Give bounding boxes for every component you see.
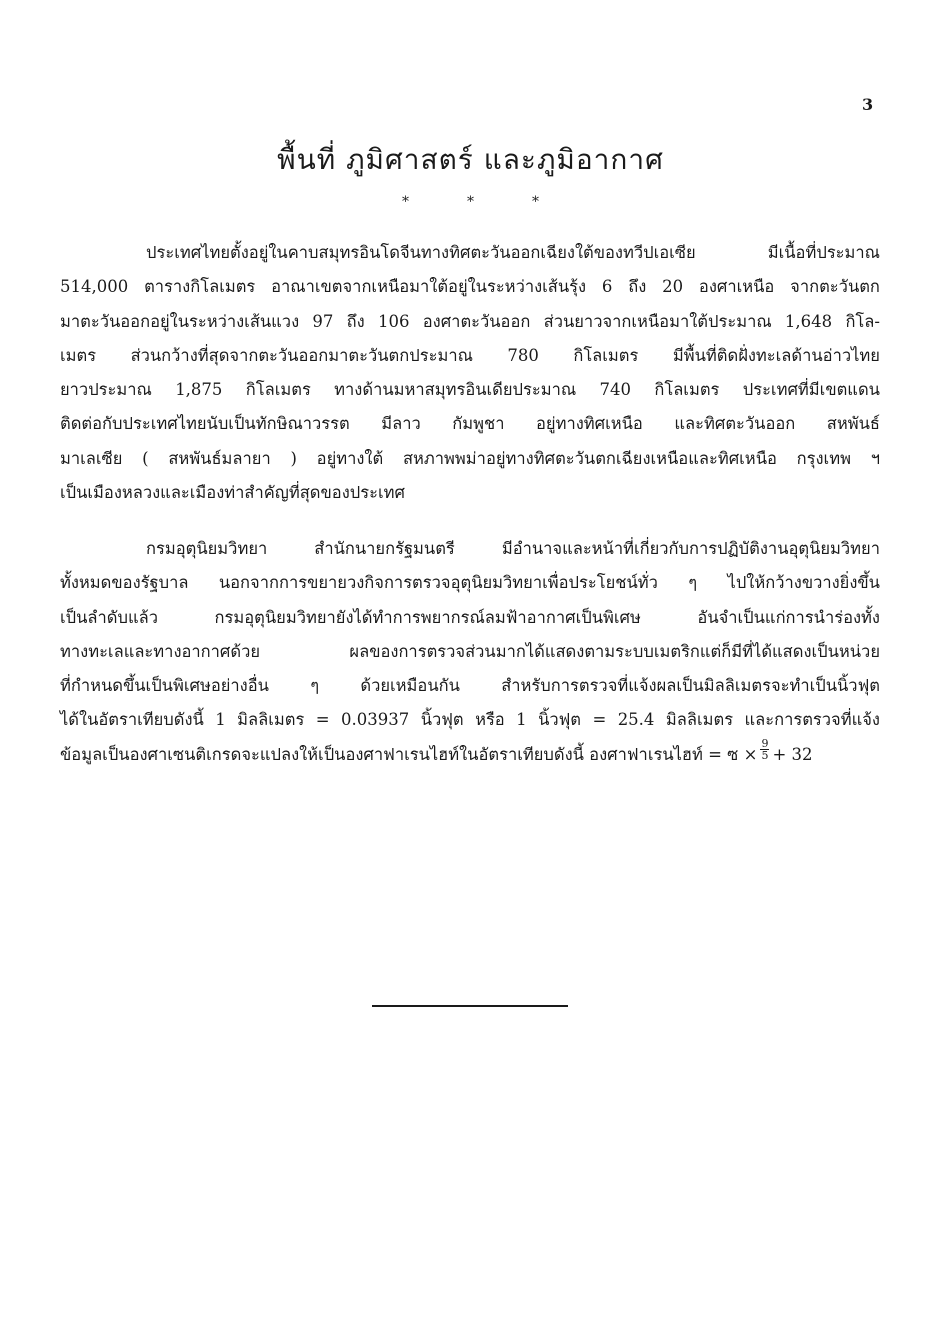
- word: ติดต่อกับประเทศไทยนับเป็นทักษิณาวรรต: [60, 414, 350, 434]
- word: จากตะวันตก: [790, 277, 880, 297]
- text-line: [60, 373, 880, 407]
- word: ทางด้านมหาสมุทรอินเดียประมาณ: [334, 380, 577, 400]
- formula-text: ข้อมูลเป็นองศาเซนติเกรดจะแปลงให้เป็นองศาฟาเรนไฮท์ในอัตราเทียบดังนี้ องศาฟาเรนไฮท์ = ซ ×: [60, 744, 758, 764]
- closing-rule: [372, 1005, 568, 1007]
- word: ๆ: [310, 676, 320, 696]
- text-line: [60, 532, 880, 566]
- word: อยู่ทางทิศเหนือ: [536, 414, 643, 434]
- text-line: [60, 407, 880, 441]
- word: 20: [662, 277, 684, 297]
- word: กิโล-: [845, 311, 880, 331]
- word: ได้ในอัตราเทียบดังนี้: [60, 710, 204, 730]
- word: มาตะวันออกอยู่ในระหว่างเส้นแวง: [60, 311, 300, 331]
- word: นิ้วฟุต: [420, 710, 464, 730]
- word: ถึง: [628, 277, 647, 297]
- page-title: พื้นที่ ภูมิศาสตร์ และภูมิอากาศ: [277, 143, 664, 176]
- word: (: [142, 448, 149, 468]
- star-1: *: [402, 194, 409, 210]
- word: 1: [215, 710, 226, 730]
- word: มีพื้นที่ติดฝั่งทะเลด้านอ่าวไทย: [672, 345, 880, 365]
- section-divider-stars: [0, 194, 941, 210]
- word: 97: [312, 311, 334, 331]
- word: นอกจากการขยายวงกิจการตรวจอุตุนิยมวิทยาเพื่อประโยชน์ทั่ว: [218, 573, 658, 593]
- text-line: [60, 566, 880, 600]
- word: 25.4: [617, 710, 655, 730]
- fraction: [760, 738, 769, 772]
- word: มีเนื้อที่ประมาณ: [767, 243, 880, 262]
- word: และทิศตะวันออก: [674, 414, 796, 434]
- word: 1,648: [784, 311, 833, 331]
- word: กัมพูชา: [452, 414, 505, 434]
- text-line: [60, 305, 880, 339]
- word: ยาวประมาณ: [60, 380, 152, 400]
- text-line: [60, 601, 880, 635]
- text-line: [60, 635, 880, 669]
- word: องศาตะวันออก: [422, 311, 531, 331]
- word: =: [592, 710, 607, 730]
- word: สหพันธ์: [826, 414, 880, 434]
- word: ประเทศไทยตั้งอยู่ในคาบสมุทรอินโดจีนทางทิศตะวันออกเฉียงใต้ของทวีปเอเซีย: [146, 243, 696, 262]
- word: 106: [377, 311, 410, 331]
- star-2: *: [467, 194, 474, 210]
- word: 1: [516, 710, 527, 730]
- word: สำหรับการตรวจที่แจ้งผลเป็นมิลลิเมตรจะทำเป็นนิ้วฟุต: [501, 676, 880, 696]
- text-line: [60, 669, 880, 703]
- formula-line: [60, 738, 880, 772]
- word: มีลาว: [381, 414, 421, 434]
- word: ทางทะเลและทางอากาศด้วย: [60, 641, 261, 661]
- word: ที่กำหนดขึ้นเป็นพิเศษอย่างอื่น: [60, 676, 269, 696]
- word: ตารางกิโลเมตร: [144, 277, 256, 297]
- word: นิ้วฟุต: [538, 710, 582, 730]
- word: มีอำนาจและหน้าที่เกี่ยวกับการปฏิบัติงานอุตุนิยมวิทยา: [501, 539, 880, 558]
- word: กิโลเมตร: [573, 345, 639, 365]
- word: กรมอุตุนิยมวิทยายังได้ทำการพยากรณ์ลมฟ้าอากาศเป็นพิเศษ: [214, 607, 641, 627]
- text-line: [60, 236, 880, 270]
- text-line: [60, 270, 880, 304]
- word: สหพันธ์มลายา: [168, 448, 271, 468]
- formula-tail: + 32: [772, 744, 813, 764]
- fraction-numerator: 9: [761, 736, 769, 750]
- word: 1,875: [175, 380, 223, 400]
- word: กิโลเมตร: [654, 380, 720, 400]
- word: ): [290, 448, 297, 468]
- word: 740: [599, 380, 632, 400]
- word: เป็นลำดับแล้ว: [60, 607, 158, 627]
- word: ส่วนกว้างที่สุดจากตะวันออกมาตะวันตกประมาณ: [130, 345, 473, 365]
- word: เมตร: [60, 345, 97, 365]
- word: ประเทศที่มีเขตแดน: [742, 380, 880, 400]
- fraction-denominator: 5: [761, 748, 769, 762]
- word: หรือ: [475, 710, 505, 730]
- word: ทั้งหมดของรัฐบาล: [60, 573, 189, 593]
- word: และการตรวจที่แจ้ง: [744, 710, 880, 730]
- word: มาเลเซีย: [60, 448, 123, 468]
- word: ไปให้กว้างขวางยิ่งขึ้น: [727, 573, 880, 593]
- word: ๆ: [688, 573, 698, 593]
- word: ด้วยเหมือนกัน: [360, 676, 460, 696]
- word: ผลของการตรวจส่วนมากได้แสดงตามระบบเมตริกแต่ก็มีที่ได้แสดงเป็นหน่วย: [349, 641, 880, 661]
- word: อันจำเป็นแก่การนำร่องทั้ง: [697, 607, 880, 627]
- word: 514,000: [60, 277, 129, 297]
- word: ถึง: [346, 311, 365, 331]
- star-3: *: [532, 194, 539, 210]
- word: =: [315, 710, 330, 730]
- text-line: เป็นเมืองหลวงและเมืองท่าสำคัญที่สุดของประเทศ: [60, 483, 405, 503]
- paragraph-geography: [60, 236, 880, 510]
- word: สำนักนายกรัฐมนตรี: [314, 539, 455, 558]
- word: สหภาพพม่าอยู่ทางทิศตะวันตกเฉียงเหนือและทิศเหนือ: [402, 448, 777, 468]
- word: มิลลิเมตร: [665, 710, 734, 730]
- word: อยู่ทางใต้: [316, 448, 384, 468]
- text-line: [60, 339, 880, 373]
- word: 6: [601, 277, 613, 297]
- word: กิโลเมตร: [245, 380, 311, 400]
- word: กรมอุตุนิยมวิทยา: [146, 539, 268, 558]
- word: 0.03937: [341, 710, 410, 730]
- word: องศาเหนือ: [698, 277, 775, 297]
- word: อาณาเขตจากเหนือมาใต้อยู่ในระหว่างเส้นรุ้ง: [271, 277, 587, 297]
- word: ฯ: [870, 448, 880, 468]
- text-line: [60, 703, 880, 737]
- word: กรุงเทพ: [796, 448, 851, 468]
- word: 780: [507, 345, 539, 365]
- page-number: 3: [862, 95, 874, 114]
- word: ส่วนยาวจากเหนือมาใต้ประมาณ: [543, 311, 772, 331]
- paragraph-meteorology: [60, 532, 880, 772]
- text-line: [60, 442, 880, 476]
- word: มิลลิเมตร: [237, 710, 305, 730]
